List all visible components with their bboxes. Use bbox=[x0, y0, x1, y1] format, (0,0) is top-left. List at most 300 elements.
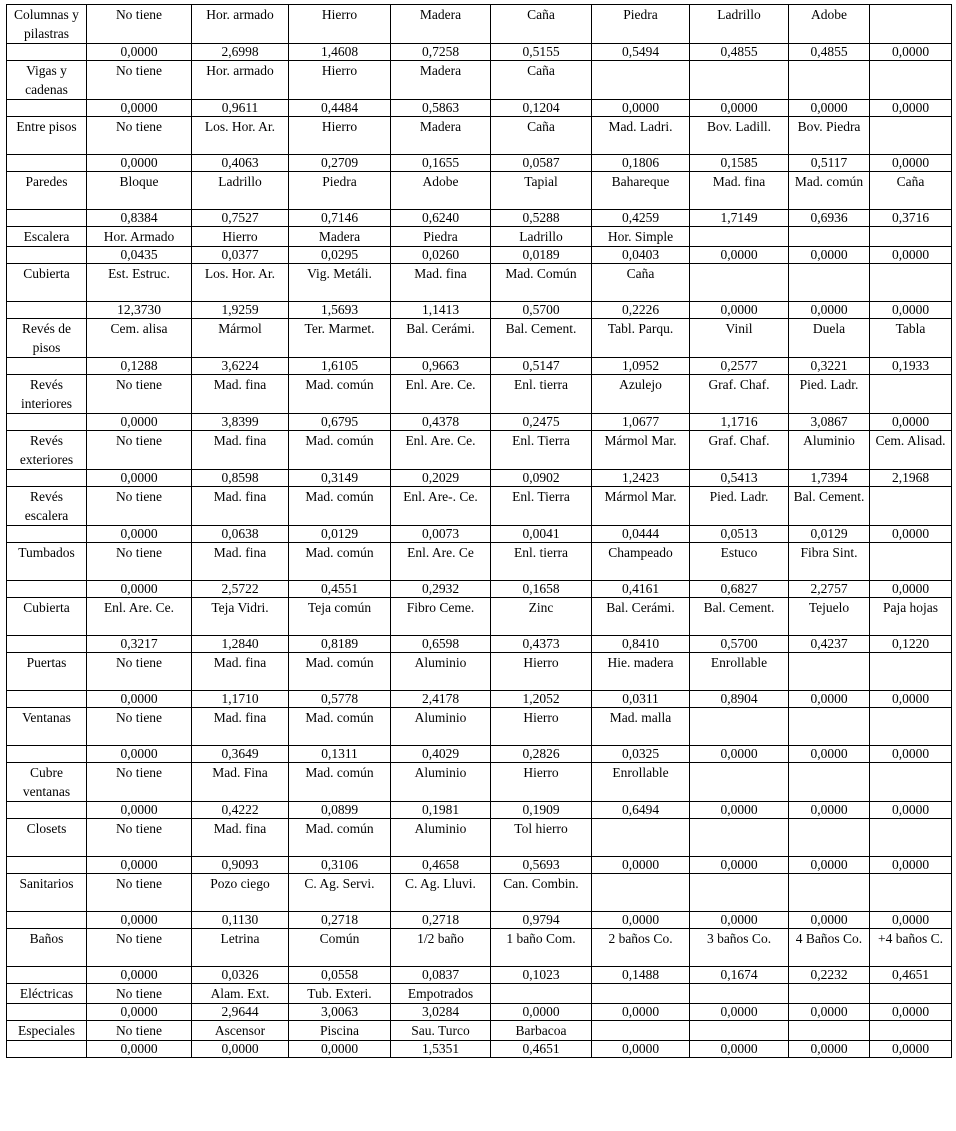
material-label-cell: Caña bbox=[870, 172, 952, 210]
factor-value-cell: 0,1288 bbox=[87, 358, 192, 375]
material-label-cell bbox=[870, 543, 952, 581]
material-label-cell: Madera bbox=[391, 117, 491, 155]
material-label-cell: Tabla bbox=[870, 319, 952, 358]
material-label-cell bbox=[592, 874, 690, 912]
table-row-labels bbox=[7, 5, 952, 44]
factor-value-cell: 0,0899 bbox=[289, 802, 391, 819]
factor-value-cell: 0,0000 bbox=[491, 1004, 592, 1021]
factor-value-cell: 0,9611 bbox=[192, 100, 289, 117]
material-label-cell: Tapial bbox=[491, 172, 592, 210]
material-label-cell: Zinc bbox=[491, 598, 592, 636]
factor-value-cell: 0,9663 bbox=[391, 358, 491, 375]
material-label-cell: Mad. fina bbox=[192, 487, 289, 526]
factor-value-cell: 0,0000 bbox=[870, 414, 952, 431]
material-label-cell: Ter. Marmet. bbox=[289, 319, 391, 358]
material-label-cell bbox=[491, 984, 592, 1004]
material-label-cell: No tiene bbox=[87, 874, 192, 912]
category-spacer-cell bbox=[7, 44, 87, 61]
material-label-cell: Caña bbox=[491, 117, 592, 155]
factor-value-cell: 2,4178 bbox=[391, 691, 491, 708]
material-label-cell: Enl. Are. Ce. bbox=[87, 598, 192, 636]
material-label-cell: Piedra bbox=[391, 227, 491, 247]
material-label-cell bbox=[870, 227, 952, 247]
factor-value-cell: 1,9259 bbox=[192, 302, 289, 319]
material-label-cell: Mad. fina bbox=[391, 264, 491, 302]
factor-value-cell: 3,0867 bbox=[789, 414, 870, 431]
category-spacer-cell bbox=[7, 526, 87, 543]
material-label-cell: Mad. malla bbox=[592, 708, 690, 746]
factor-value-cell: 0,5700 bbox=[491, 302, 592, 319]
factor-value-cell: 2,6998 bbox=[192, 44, 289, 61]
factor-value-cell: 0,4222 bbox=[192, 802, 289, 819]
material-label-cell: Bal. Cement. bbox=[690, 598, 789, 636]
material-label-cell: Hierro bbox=[491, 708, 592, 746]
material-label-cell: Estuco bbox=[690, 543, 789, 581]
factor-value-cell: 0,0000 bbox=[289, 1041, 391, 1058]
material-label-cell: Enrollable bbox=[592, 763, 690, 802]
factor-value-cell: 0,1806 bbox=[592, 155, 690, 172]
factor-value-cell: 0,4259 bbox=[592, 210, 690, 227]
factor-value-cell: 0,1130 bbox=[192, 912, 289, 929]
factor-value-cell: 0,0000 bbox=[690, 302, 789, 319]
factor-value-cell: 0,0000 bbox=[87, 414, 192, 431]
table-row-labels bbox=[7, 227, 952, 247]
factor-value-cell: 0,4651 bbox=[491, 1041, 592, 1058]
material-label-cell: Ladrillo bbox=[491, 227, 592, 247]
material-label-cell bbox=[870, 264, 952, 302]
material-label-cell bbox=[690, 708, 789, 746]
category-spacer-cell bbox=[7, 302, 87, 319]
material-label-cell bbox=[789, 763, 870, 802]
material-label-cell: Bal. Cerámi. bbox=[592, 598, 690, 636]
material-label-cell: Cem. Alisad. bbox=[870, 431, 952, 470]
factor-value-cell: 2,1968 bbox=[870, 470, 952, 487]
material-label-cell: Bal. Cerámi. bbox=[391, 319, 491, 358]
material-label-cell: Piedra bbox=[289, 172, 391, 210]
table-row-values bbox=[7, 1041, 952, 1058]
material-label-cell: Duela bbox=[789, 319, 870, 358]
factor-value-cell: 0,9794 bbox=[491, 912, 592, 929]
table-row-labels bbox=[7, 264, 952, 302]
factor-value-cell: 1,4608 bbox=[289, 44, 391, 61]
factor-value-cell: 0,0000 bbox=[870, 1004, 952, 1021]
material-label-cell: No tiene bbox=[87, 984, 192, 1004]
factor-value-cell: 0,5117 bbox=[789, 155, 870, 172]
material-label-cell: Teja común bbox=[289, 598, 391, 636]
material-label-cell bbox=[690, 763, 789, 802]
material-label-cell: Mad. común bbox=[289, 708, 391, 746]
material-label-cell: Aluminio bbox=[391, 708, 491, 746]
factor-value-cell: 0,0000 bbox=[870, 691, 952, 708]
material-label-cell bbox=[870, 984, 952, 1004]
factor-value-cell: 0,4855 bbox=[690, 44, 789, 61]
material-label-cell: Enl. Are. Ce bbox=[391, 543, 491, 581]
factor-value-cell: 0,0444 bbox=[592, 526, 690, 543]
material-label-cell: Mad. Fina bbox=[192, 763, 289, 802]
factor-value-cell: 0,0000 bbox=[592, 1041, 690, 1058]
factor-value-cell: 0,0000 bbox=[789, 302, 870, 319]
material-label-cell: Bov. Ladill. bbox=[690, 117, 789, 155]
material-label-cell: Mad. común bbox=[289, 543, 391, 581]
material-label-cell: No tiene bbox=[87, 61, 192, 100]
table-row-values bbox=[7, 581, 952, 598]
table-row-values bbox=[7, 967, 952, 984]
factor-value-cell: 0,2709 bbox=[289, 155, 391, 172]
factor-value-cell: 0,1220 bbox=[870, 636, 952, 653]
factor-value-cell: 0,0000 bbox=[87, 100, 192, 117]
factor-value-cell: 0,0000 bbox=[789, 1041, 870, 1058]
material-label-cell: Común bbox=[289, 929, 391, 967]
factor-value-cell: 0,0377 bbox=[192, 247, 289, 264]
material-label-cell: Fibro Ceme. bbox=[391, 598, 491, 636]
factor-value-cell: 1,2052 bbox=[491, 691, 592, 708]
factor-value-cell: 0,1655 bbox=[391, 155, 491, 172]
category-cell: Tumbados bbox=[7, 543, 87, 581]
material-label-cell: Hierro bbox=[289, 5, 391, 44]
material-label-cell: Hierro bbox=[491, 653, 592, 691]
factor-value-cell: 0,5494 bbox=[592, 44, 690, 61]
material-label-cell: Cem. alisa bbox=[87, 319, 192, 358]
category-spacer-cell bbox=[7, 802, 87, 819]
material-label-cell: Sau. Turco bbox=[391, 1021, 491, 1041]
factor-value-cell: 3,0284 bbox=[391, 1004, 491, 1021]
category-cell: Columnas y pilastras bbox=[7, 5, 87, 44]
material-label-cell: Enl. Are-. Ce. bbox=[391, 487, 491, 526]
material-label-cell bbox=[789, 984, 870, 1004]
material-label-cell: Hierro bbox=[289, 117, 391, 155]
factor-value-cell: 1,1413 bbox=[391, 302, 491, 319]
factor-value-cell: 0,8384 bbox=[87, 210, 192, 227]
material-label-cell: Caña bbox=[491, 5, 592, 44]
material-label-cell: Mad. común bbox=[289, 375, 391, 414]
factor-value-cell: 0,0000 bbox=[870, 857, 952, 874]
material-label-cell: Can. Combin. bbox=[491, 874, 592, 912]
material-label-cell bbox=[690, 61, 789, 100]
material-label-cell bbox=[870, 375, 952, 414]
material-label-cell: Mad. Ladri. bbox=[592, 117, 690, 155]
material-label-cell: Pozo ciego bbox=[192, 874, 289, 912]
factor-value-cell: 0,0000 bbox=[592, 100, 690, 117]
factor-value-cell: 0,0000 bbox=[870, 802, 952, 819]
material-label-cell: Mad. común bbox=[289, 763, 391, 802]
material-label-cell: Hor. armado bbox=[192, 5, 289, 44]
factor-value-cell: 2,9644 bbox=[192, 1004, 289, 1021]
factor-value-cell: 2,5722 bbox=[192, 581, 289, 598]
material-label-cell: Hor. Simple bbox=[592, 227, 690, 247]
material-label-cell bbox=[592, 61, 690, 100]
factor-value-cell: 0,4855 bbox=[789, 44, 870, 61]
material-label-cell: Mad. fina bbox=[192, 653, 289, 691]
factor-value-cell: 1,1710 bbox=[192, 691, 289, 708]
factor-value-cell: 0,0000 bbox=[870, 526, 952, 543]
factor-value-cell: 2,2757 bbox=[789, 581, 870, 598]
table-row-labels bbox=[7, 543, 952, 581]
material-label-cell: Vinil bbox=[690, 319, 789, 358]
material-label-cell: Champeado bbox=[592, 543, 690, 581]
material-label-cell: Piscina bbox=[289, 1021, 391, 1041]
factor-value-cell: 0,0041 bbox=[491, 526, 592, 543]
category-cell: Vigas y cadenas bbox=[7, 61, 87, 100]
material-label-cell: Bloque bbox=[87, 172, 192, 210]
factor-value-cell: 0,0000 bbox=[87, 1004, 192, 1021]
factor-value-cell: 0,0000 bbox=[87, 155, 192, 172]
factor-value-cell: 0,0000 bbox=[690, 247, 789, 264]
factor-value-cell: 0,0435 bbox=[87, 247, 192, 264]
table-row-labels bbox=[7, 431, 952, 470]
table-row-labels bbox=[7, 929, 952, 967]
material-label-cell: Mad. común bbox=[289, 487, 391, 526]
category-cell: Cubierta bbox=[7, 598, 87, 636]
material-label-cell: Fibra Sint. bbox=[789, 543, 870, 581]
factor-value-cell: 0,0000 bbox=[87, 691, 192, 708]
material-label-cell: 1 baño Com. bbox=[491, 929, 592, 967]
factor-value-cell: 0,1204 bbox=[491, 100, 592, 117]
material-label-cell bbox=[690, 819, 789, 857]
material-label-cell bbox=[870, 117, 952, 155]
material-label-cell: Los. Hor. Ar. bbox=[192, 117, 289, 155]
material-label-cell bbox=[870, 819, 952, 857]
factor-value-cell: 0,8904 bbox=[690, 691, 789, 708]
factor-value-cell: 0,5155 bbox=[491, 44, 592, 61]
material-label-cell: No tiene bbox=[87, 431, 192, 470]
factor-value-cell: 0,0837 bbox=[391, 967, 491, 984]
table-row-values bbox=[7, 210, 952, 227]
factor-value-cell: 0,3149 bbox=[289, 470, 391, 487]
factor-value-cell: 0,0000 bbox=[789, 912, 870, 929]
factor-value-cell: 0,1674 bbox=[690, 967, 789, 984]
factor-value-cell: 0,0000 bbox=[789, 1004, 870, 1021]
factor-value-cell: 0,0000 bbox=[87, 470, 192, 487]
factor-value-cell: 0,6598 bbox=[391, 636, 491, 653]
material-label-cell: Enl. tierra bbox=[491, 543, 592, 581]
material-label-cell bbox=[592, 819, 690, 857]
material-label-cell: No tiene bbox=[87, 819, 192, 857]
table-row-labels bbox=[7, 874, 952, 912]
material-label-cell: Graf. Chaf. bbox=[690, 431, 789, 470]
factor-value-cell: 0,0000 bbox=[870, 581, 952, 598]
factor-value-cell: 0,0000 bbox=[690, 746, 789, 763]
factor-value-cell: 1,7394 bbox=[789, 470, 870, 487]
table-row-values bbox=[7, 100, 952, 117]
factor-value-cell: 0,5778 bbox=[289, 691, 391, 708]
factor-value-cell: 0,6795 bbox=[289, 414, 391, 431]
factor-value-cell: 1,1716 bbox=[690, 414, 789, 431]
material-label-cell: Mármol Mar. bbox=[592, 431, 690, 470]
material-label-cell: No tiene bbox=[87, 487, 192, 526]
material-label-cell bbox=[690, 1021, 789, 1041]
material-label-cell: Hierro bbox=[192, 227, 289, 247]
table-row-values bbox=[7, 802, 952, 819]
material-label-cell: Mad. Común bbox=[491, 264, 592, 302]
factor-value-cell: 0,0073 bbox=[391, 526, 491, 543]
factor-value-cell: 0,5693 bbox=[491, 857, 592, 874]
factor-value-cell: 0,0000 bbox=[690, 100, 789, 117]
material-label-cell: Hierro bbox=[289, 61, 391, 100]
table-row-values bbox=[7, 358, 952, 375]
material-label-cell bbox=[690, 264, 789, 302]
table-row-labels bbox=[7, 61, 952, 100]
factor-value-cell: 0,0325 bbox=[592, 746, 690, 763]
factor-value-cell: 0,0000 bbox=[870, 302, 952, 319]
material-label-cell: Mad. común bbox=[789, 172, 870, 210]
factor-value-cell: 0,2932 bbox=[391, 581, 491, 598]
material-label-cell: Bahareque bbox=[592, 172, 690, 210]
factor-value-cell: 0,1658 bbox=[491, 581, 592, 598]
material-label-cell: Vig. Metáli. bbox=[289, 264, 391, 302]
factor-value-cell: 0,8410 bbox=[592, 636, 690, 653]
factor-value-cell: 0,7527 bbox=[192, 210, 289, 227]
category-spacer-cell bbox=[7, 247, 87, 264]
factor-value-cell: 0,9093 bbox=[192, 857, 289, 874]
material-label-cell bbox=[789, 1021, 870, 1041]
material-label-cell: Mármol bbox=[192, 319, 289, 358]
factor-value-cell: 0,2226 bbox=[592, 302, 690, 319]
material-label-cell: Caña bbox=[592, 264, 690, 302]
category-spacer-cell bbox=[7, 155, 87, 172]
material-label-cell: Los. Hor. Ar. bbox=[192, 264, 289, 302]
material-label-cell: No tiene bbox=[87, 708, 192, 746]
table-row-values bbox=[7, 44, 952, 61]
factor-value-cell: 1,0952 bbox=[592, 358, 690, 375]
factor-value-cell: 0,2718 bbox=[289, 912, 391, 929]
material-label-cell: Enl. tierra bbox=[491, 375, 592, 414]
factor-value-cell: 0,0000 bbox=[870, 44, 952, 61]
material-label-cell: Hor. armado bbox=[192, 61, 289, 100]
material-label-cell: Ladrillo bbox=[690, 5, 789, 44]
factor-value-cell: 0,1585 bbox=[690, 155, 789, 172]
material-label-cell bbox=[870, 763, 952, 802]
material-label-cell: Piedra bbox=[592, 5, 690, 44]
material-label-cell: Mad. fina bbox=[192, 543, 289, 581]
material-label-cell: 3 baños Co. bbox=[690, 929, 789, 967]
factor-value-cell: 1,2840 bbox=[192, 636, 289, 653]
material-label-cell bbox=[870, 487, 952, 526]
factor-value-cell: 0,0000 bbox=[870, 247, 952, 264]
table-row-values bbox=[7, 414, 952, 431]
category-spacer-cell bbox=[7, 581, 87, 598]
table-row-values bbox=[7, 247, 952, 264]
factor-value-cell: 1,6105 bbox=[289, 358, 391, 375]
factor-value-cell: 1,5693 bbox=[289, 302, 391, 319]
table-row-labels bbox=[7, 763, 952, 802]
table-row-labels bbox=[7, 375, 952, 414]
table-row-labels bbox=[7, 1021, 952, 1041]
material-label-cell: Tejuelo bbox=[789, 598, 870, 636]
factor-value-cell: 0,0326 bbox=[192, 967, 289, 984]
table-row-labels bbox=[7, 653, 952, 691]
material-label-cell bbox=[870, 1021, 952, 1041]
material-label-cell: Mad. fina bbox=[192, 819, 289, 857]
material-label-cell bbox=[789, 874, 870, 912]
table-row-labels bbox=[7, 117, 952, 155]
factor-value-cell: 0,3221 bbox=[789, 358, 870, 375]
factor-value-cell: 12,3730 bbox=[87, 302, 192, 319]
table-row-labels bbox=[7, 319, 952, 358]
table-row-labels bbox=[7, 984, 952, 1004]
factor-value-cell: 0,0000 bbox=[789, 802, 870, 819]
factor-value-cell: 0,4651 bbox=[870, 967, 952, 984]
factor-value-cell: 0,3649 bbox=[192, 746, 289, 763]
factor-value-cell: 0,4551 bbox=[289, 581, 391, 598]
material-label-cell: Pied. Ladr. bbox=[789, 375, 870, 414]
category-cell: Paredes bbox=[7, 172, 87, 210]
material-label-cell: Est. Estruc. bbox=[87, 264, 192, 302]
table-row-labels bbox=[7, 598, 952, 636]
material-label-cell: Teja Vidri. bbox=[192, 598, 289, 636]
factor-value-cell: 0,0902 bbox=[491, 470, 592, 487]
factor-value-cell: 3,6224 bbox=[192, 358, 289, 375]
category-spacer-cell bbox=[7, 857, 87, 874]
material-label-cell: Mad. común bbox=[289, 653, 391, 691]
factor-value-cell: 0,0513 bbox=[690, 526, 789, 543]
material-label-cell: Adobe bbox=[391, 172, 491, 210]
factor-value-cell: 0,0000 bbox=[87, 526, 192, 543]
table-row-values bbox=[7, 1004, 952, 1021]
category-cell: Revés interiores bbox=[7, 375, 87, 414]
factor-value-cell: 0,0000 bbox=[789, 100, 870, 117]
factor-value-cell: 0,3106 bbox=[289, 857, 391, 874]
category-cell: Puertas bbox=[7, 653, 87, 691]
material-label-cell: Hor. Armado bbox=[87, 227, 192, 247]
factor-value-cell: 0,0000 bbox=[592, 1004, 690, 1021]
factor-value-cell: 0,5413 bbox=[690, 470, 789, 487]
material-label-cell: Tabl. Parqu. bbox=[592, 319, 690, 358]
category-cell: Revés exteriores bbox=[7, 431, 87, 470]
factor-value-cell: 0,4237 bbox=[789, 636, 870, 653]
factor-value-cell: 0,7258 bbox=[391, 44, 491, 61]
table-row-values bbox=[7, 857, 952, 874]
factor-value-cell: 0,2577 bbox=[690, 358, 789, 375]
category-cell: Closets bbox=[7, 819, 87, 857]
factor-value-cell: 0,4029 bbox=[391, 746, 491, 763]
factor-value-cell: 0,0000 bbox=[87, 912, 192, 929]
factor-value-cell: 1,0677 bbox=[592, 414, 690, 431]
factor-value-cell: 0,1909 bbox=[491, 802, 592, 819]
material-label-cell: Madera bbox=[289, 227, 391, 247]
factor-value-cell: 0,0000 bbox=[870, 912, 952, 929]
factor-value-cell: 0,0638 bbox=[192, 526, 289, 543]
factor-value-cell: 0,0587 bbox=[491, 155, 592, 172]
material-label-cell: Ladrillo bbox=[192, 172, 289, 210]
material-label-cell: Bal. Cement. bbox=[491, 319, 592, 358]
material-label-cell: Madera bbox=[391, 61, 491, 100]
material-label-cell bbox=[870, 653, 952, 691]
category-cell: Revés de pisos bbox=[7, 319, 87, 358]
factor-value-cell: 0,0295 bbox=[289, 247, 391, 264]
factor-value-cell: 0,0558 bbox=[289, 967, 391, 984]
category-spacer-cell bbox=[7, 912, 87, 929]
material-label-cell: No tiene bbox=[87, 929, 192, 967]
factor-value-cell: 1,2423 bbox=[592, 470, 690, 487]
material-label-cell: Pied. Ladr. bbox=[690, 487, 789, 526]
table-row-labels bbox=[7, 819, 952, 857]
category-spacer-cell bbox=[7, 691, 87, 708]
factor-value-cell: 0,1981 bbox=[391, 802, 491, 819]
factor-value-cell: 0,0403 bbox=[592, 247, 690, 264]
material-label-cell bbox=[789, 227, 870, 247]
factor-value-cell: 0,0000 bbox=[690, 1004, 789, 1021]
factor-value-cell: 0,2232 bbox=[789, 967, 870, 984]
material-label-cell: 4 Baños Co. bbox=[789, 929, 870, 967]
factor-value-cell: 0,0129 bbox=[789, 526, 870, 543]
material-label-cell: Enl. Tierra bbox=[491, 487, 592, 526]
category-cell: Especiales bbox=[7, 1021, 87, 1041]
table-row-values bbox=[7, 470, 952, 487]
table-row-values bbox=[7, 526, 952, 543]
material-label-cell: No tiene bbox=[87, 1021, 192, 1041]
factor-value-cell: 0,0000 bbox=[592, 912, 690, 929]
factor-value-cell: 0,1488 bbox=[592, 967, 690, 984]
